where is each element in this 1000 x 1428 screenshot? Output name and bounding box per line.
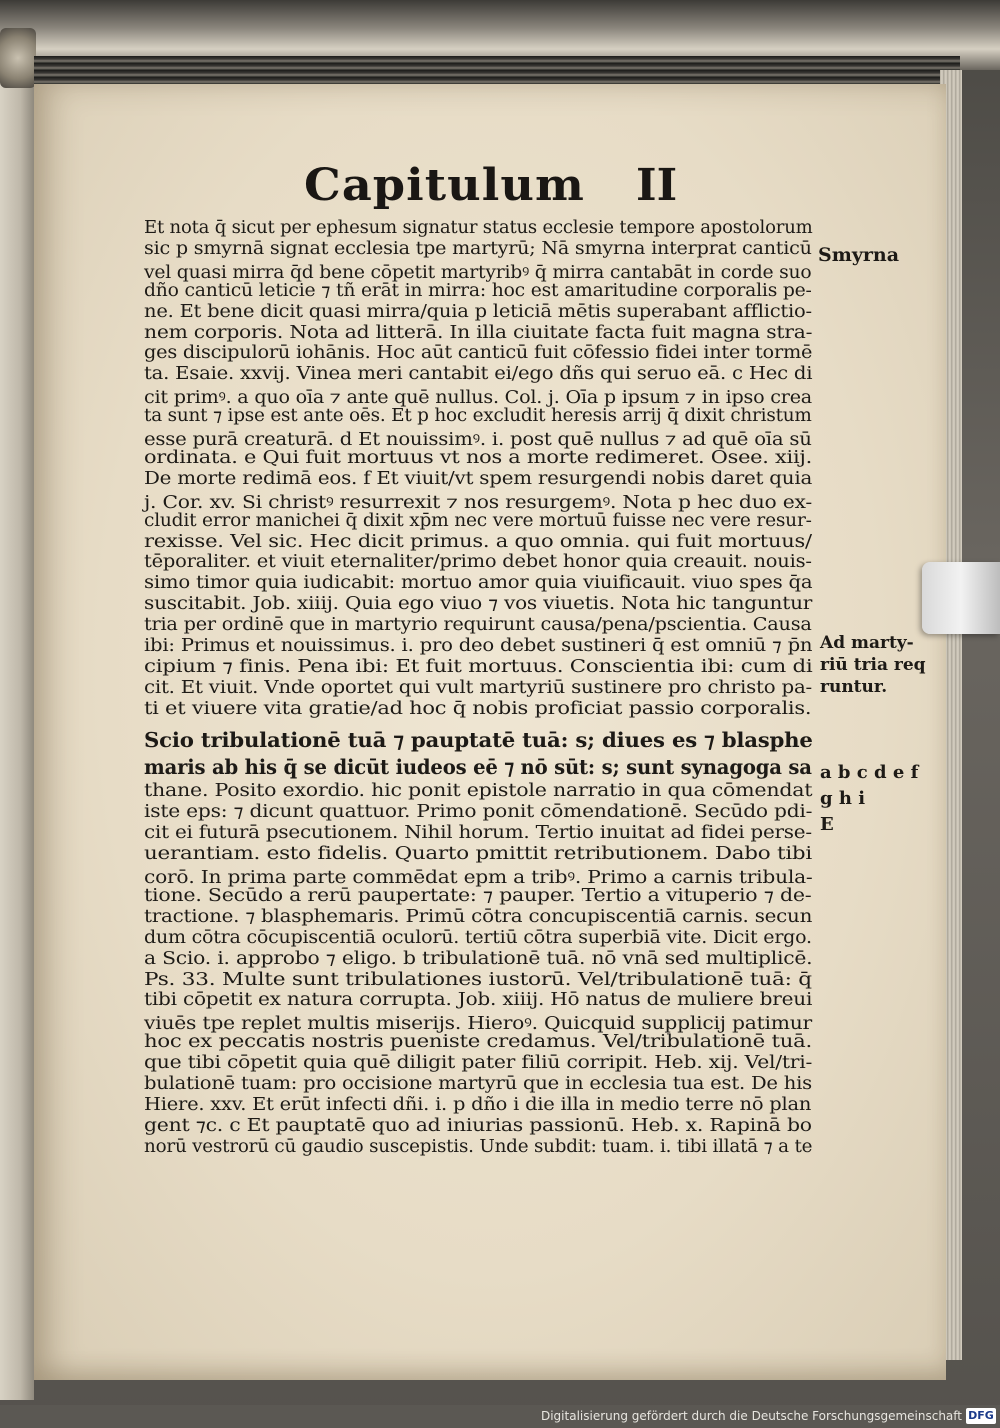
margin-letters-line: a b c d e f bbox=[820, 762, 919, 783]
chapter-title: Capitulum bbox=[304, 160, 585, 211]
footer-bar bbox=[0, 1405, 1000, 1428]
text-line: ta sunt ⁊ ipse est ante oēs. Et p hoc excludit heresis arrij q̄ dixit christum bbox=[144, 406, 812, 427]
text-line: dño canticū leticie ⁊ tñ erāt in mirra: hoc est amaritudine corporalis pe- bbox=[144, 280, 812, 301]
text-line: cipium ⁊ finis. Pena ibi: Et fuit mortuus. Conscientia ibi: cum di bbox=[144, 656, 813, 677]
text-line: sic p smyrnā signat ecclesia tpe martyrū; Nā smyrna interprat canticū bbox=[144, 238, 812, 259]
text-line: ges discipulorū iohānis. Hoc aūt canticū fuit cōfessio fidei inter tormē bbox=[144, 343, 813, 364]
text-line: norū vestrorū cū gaudio suscepistis. Unde subdit: tuam. i. tibi illatā ⁊ a te bbox=[144, 1136, 813, 1157]
text-line: Ps. 33. Multe sunt tribulationes iustorū. Vel/tribulationē tuā: q̄ bbox=[144, 969, 812, 990]
margin-note-smyrna: Smyrna bbox=[818, 244, 900, 266]
text-line: tractione. ⁊ blasphemaris. Primū cōtra concupiscentiā carnis. secun bbox=[144, 906, 813, 927]
text-line: vel quasi mirra q̄d bene cōpetit martyribꝰ q̄ mirra cantabāt in corde suo bbox=[144, 262, 812, 283]
margin-letters-line: g h i bbox=[820, 788, 866, 809]
text-line: cludit error manichei q̄ dixit xp̄m nec vere mortuū fuisse nec vere resur- bbox=[144, 510, 812, 531]
text-line: j. Cor. xv. Si christꝰ resurrexit ⁊ nos resurgemꝰ. Nota p hec duo ex- bbox=[144, 492, 813, 513]
text-line: gent ⁊c. c Et pauptatē quo ad iniurias passionū. Heb. x. Rapinā bo bbox=[144, 1115, 812, 1136]
text-line: cit ei futurā psecutionem. Nihil horum. Tertio inuitat ad fidei perse- bbox=[144, 823, 812, 844]
text-line: dum cōtra cōcupiscentiā oculorū. tertiū cōtra superbiā vite. Dicit ergo. bbox=[144, 927, 812, 948]
text-line: uerantiam. esto fidelis. Quarto pmittit retributionem. Dabo tibi bbox=[144, 844, 812, 865]
funding-notice: Digitalisierung gefördert durch die Deutsche Forschungsgemeinschaft bbox=[540, 1409, 962, 1423]
text-line: a Scio. i. approbo ⁊ eligo. b tribulationē tuā. nō vnā sed multiplicē. bbox=[144, 948, 813, 969]
text-line: cit primꝰ. a quo oīa ⁊ ante quē nullus. Col. j. Oīa p ipsum ⁊ in ipso crea bbox=[144, 388, 812, 409]
margin-note-line: runtur. bbox=[820, 677, 888, 697]
text-line: tibi cōpetit ex natura corrupta. Job. xiiij. Hō natus de muliere breui bbox=[144, 990, 813, 1011]
margin-note-letters bbox=[820, 760, 918, 838]
text-line: iste eps: ⁊ dicunt quattuor. Primo ponit cōmendationē. Secūdo pdi- bbox=[144, 802, 813, 823]
text-line: De morte redimā eos. f Et viuit/vt spem resurgendi nobis daret quia bbox=[144, 468, 813, 489]
text-line: rexisse. Vel sic. Hec dicit primus. a quo omnia. qui fuit mortuus/ bbox=[144, 531, 812, 552]
text-line: ne. Et bene dicit quasi mirra/quia p leticiā mētis superabant afflictio- bbox=[144, 301, 812, 322]
text-line: thane. Posito exordio. hic ponit epistole narratio in qua cōmendat bbox=[144, 781, 813, 802]
dfg-logo: DFG bbox=[966, 1408, 996, 1424]
text-line: tria per ordinē que in martyrio requirunt causa/pena/pscientia. Causa bbox=[144, 615, 812, 636]
chapter-heading bbox=[0, 160, 1000, 220]
margin-note-ad-martyrium bbox=[820, 632, 926, 698]
text-line: ordinata. e Qui fuit mortuus vt nos a morte redimeret. Osee. xiij. bbox=[144, 447, 813, 468]
margin-note-line: Ad marty- bbox=[820, 633, 914, 653]
margin-letters-line: E bbox=[820, 814, 834, 835]
text-line: tione. Secūdo a rerū paupertate: ⁊ pauper. Tertio a vituperio ⁊ de- bbox=[144, 885, 812, 906]
text-line: hoc ex peccatis nostris pueniste credamus. Vel/tribulationē tuā. bbox=[144, 1032, 812, 1053]
text-line: maris ab his q̄ se dicūt iudeos eē ⁊ nō sūt: s; sunt synagoga sa bbox=[144, 754, 812, 779]
book-spine bbox=[0, 40, 34, 1400]
margin-note-line: riū tria req bbox=[820, 655, 926, 675]
text-line: ibi: Primus et nouissimus. i. pro deo debet sustineri q̄ est omniū ⁊ p̄n bbox=[144, 636, 813, 656]
text-line: suscitabit. Job. xiiij. Quia ego viuo ⁊ vos viuetis. Nota hic tanguntur bbox=[144, 594, 813, 615]
text-line: que tibi cōpetit quia quē diligit pater filiū corripit. Heb. xij. Vel/tri- bbox=[144, 1053, 813, 1074]
chapter-number: II bbox=[636, 160, 678, 211]
book-corner bbox=[0, 28, 36, 88]
text-line: bulationē tuam: pro occisione martyrū que in ecclesia tua est. De his bbox=[144, 1074, 812, 1094]
text-line: nem corporis. Nota ad litterā. In illa ciuitate facta fuit magna stra- bbox=[144, 322, 813, 343]
text-line: tēporaliter. et viuit eternaliter/primo debet honor quia creauit. nouis- bbox=[144, 552, 812, 573]
text-line: Scio tribulationē tuā ⁊ pauptatē tuā: s; diues es ⁊ blasphe bbox=[144, 727, 813, 752]
text-line: Hiere. xxv. Et erūt infecti dñi. i. p dño i die illa in medio terre nō plan bbox=[144, 1094, 812, 1115]
text-line: ti et viuere vita gratie/ad hoc q̄ nobis proficiat passio corporalis. bbox=[144, 698, 812, 719]
text-line: ta. Esaie. xxvij. Vinea meri cantabit ei/ego dñs qui seruo eā. c Hec di bbox=[144, 364, 813, 385]
text-line: cit. Et viuit. Vnde oportet qui vult martyriū sustinere pro christo pa- bbox=[144, 677, 812, 698]
text-line: Et nota q̄ sicut per ephesum signatur status ecclesie tempore apostolorum bbox=[144, 218, 813, 238]
text-line: simo timor quia iudicabit: mortuo amor quia viuificauit. viuo spes q̄a bbox=[144, 573, 813, 594]
text-line: corō. In prima parte commēdat epm a tribꝰ. Primo a carnis tribula- bbox=[144, 868, 813, 888]
bookmark-tab bbox=[922, 562, 1000, 634]
text-line: esse purā creaturā. d Et nouissimꝰ. i. post quē nullus ⁊ ad quē oīa sū bbox=[144, 430, 812, 450]
text-line: viuēs tpe replet multis miserijs. Hieroꝰ. Quicquid supplicij patimur bbox=[144, 1014, 813, 1035]
